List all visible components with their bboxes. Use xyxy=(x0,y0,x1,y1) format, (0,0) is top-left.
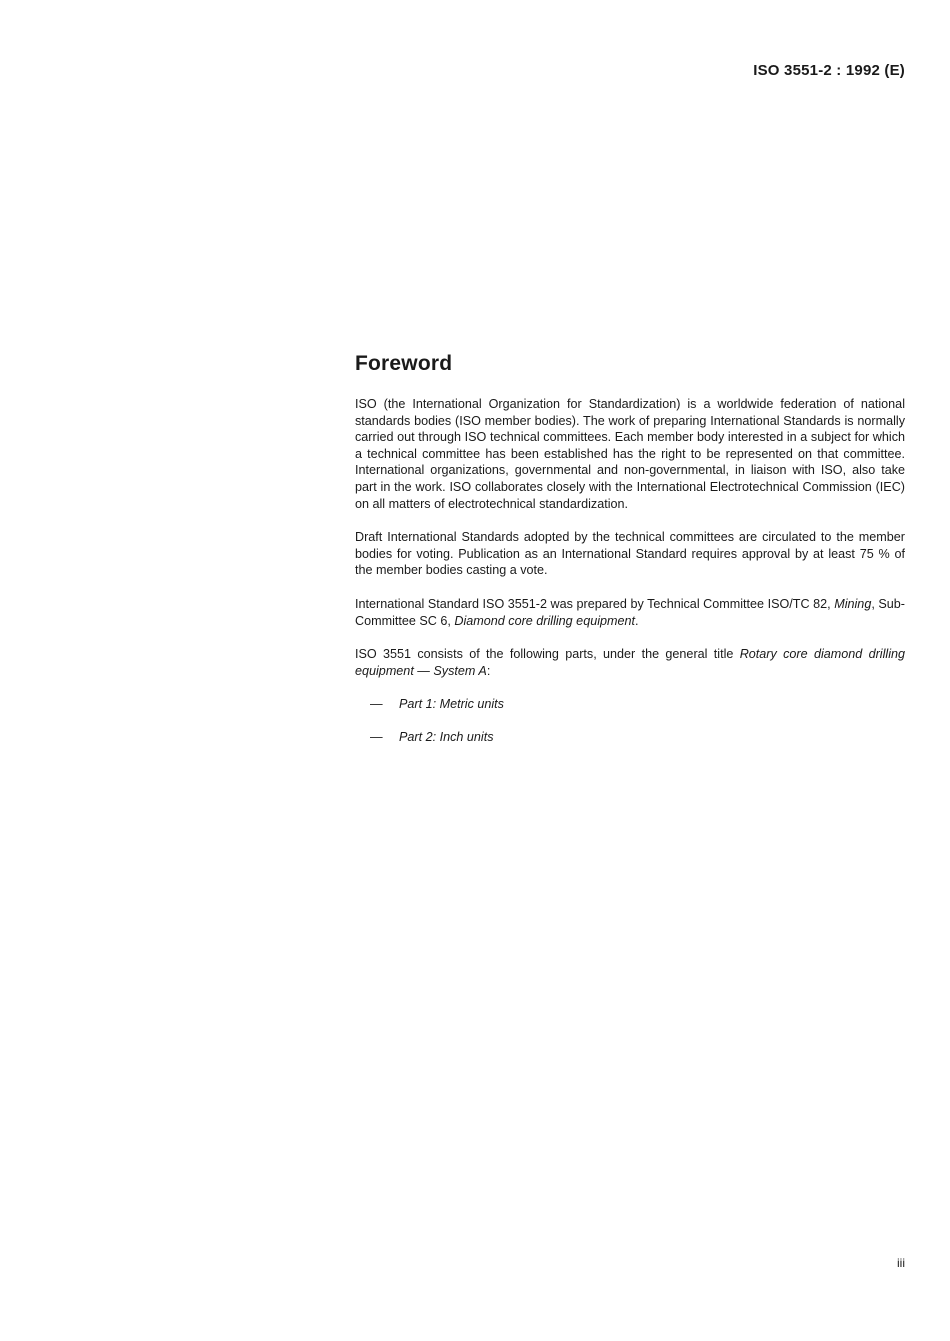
committee-name: Mining xyxy=(834,596,872,611)
foreword-title: Foreword xyxy=(355,352,453,375)
part-2-label: Part 2: Inch units xyxy=(399,729,494,744)
foreword-paragraph-1: ISO (the International Organization for Standardization) is a worldwide federation of national standards bodies (ISO member bodies). The work of preparing International Standards is normally carried out through ISO technical committees. Each member body interested in a subject for which a technical committee has been established has the right to be represented on that committee. International organizations, governmental and non-governmental, in liaison with ISO, also take part in the work. ISO collaborates closely with the International Electrotechnical Commission (IEC) on all matters of electrotechnical standardization. xyxy=(355,397,905,511)
paragraph-3-text-c: . xyxy=(635,613,639,628)
list-item xyxy=(355,729,905,746)
general-title: Rotary core diamond drilling equipment — System A xyxy=(355,647,905,678)
paragraph-4-text-b: : xyxy=(486,663,491,678)
parts-list xyxy=(355,696,905,745)
foreword-paragraph-4 xyxy=(355,646,905,679)
paragraph-3-text-b: , Sub-Committee SC 6, xyxy=(355,596,905,628)
standard-code: ISO 3551-2 : 1992 (E) xyxy=(753,62,905,79)
paragraph-3-text-a: International Standard ISO 3551-2 was prepared by Technical Committee ISO/TC 82, xyxy=(355,596,835,611)
list-dash: — xyxy=(370,697,383,712)
foreword-paragraph-3 xyxy=(355,596,905,629)
part-1-label: Part 1: Metric units xyxy=(399,697,504,712)
page-number: iii xyxy=(897,1256,905,1270)
list-dash: — xyxy=(370,729,383,744)
subcommittee-name: Diamond core drilling equipment xyxy=(454,613,635,628)
list-item xyxy=(355,696,905,713)
foreword-section xyxy=(355,352,905,762)
paragraph-4-text-a: ISO 3551 consists of the following parts, under the general title xyxy=(355,647,740,662)
foreword-paragraph-2: Draft International Standards adopted by the technical committees are circulated to the member bodies for voting. Publication as an International Standard requires approval by at least 75 % of the member bodies casting a vote. xyxy=(355,530,905,578)
